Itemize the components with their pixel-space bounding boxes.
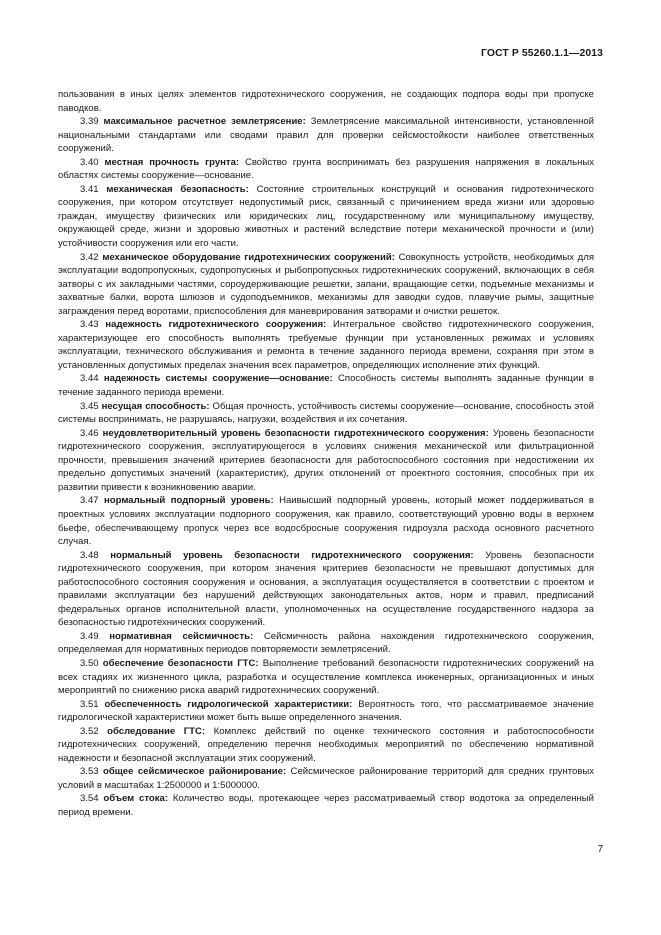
definition-paragraph (58, 792, 594, 819)
definition-text: Количество воды, протекающее через рассматриваемый створ водотока за определенный период времени. (58, 793, 594, 818)
clause-number: 3.53 (80, 766, 99, 778)
term-name: механическое оборудование гидротехнических сооружений: (102, 251, 395, 263)
definition-paragraph (58, 494, 594, 548)
clause-number: 3.51 (80, 698, 99, 710)
clause-number: 3.46 (80, 427, 99, 439)
definition-paragraph (58, 427, 594, 495)
term-name: надежность гидротехнического сооружения: (105, 319, 327, 331)
term-name: объем стока: (103, 793, 169, 805)
term-name: несущая способность: (101, 400, 210, 412)
definition-paragraph (58, 698, 594, 725)
definition-text: Выполнение требований безопасности гидротехнических сооружений на всех стадиях их жизненного цикла, разработка и осуществление комплекса инженерных, организационных и иных мероприятий по снижению риска аварий гидротехнических сооружений. (58, 657, 594, 697)
definition-paragraph (58, 400, 594, 427)
term-name: неудовлетворительный уровень безопасности гидротехнического сооружения: (102, 427, 489, 439)
definition-paragraph (58, 318, 594, 372)
definition-text: Комплекс действий по оценке технического состояния и работоспособности гидротехнических сооружений, определению перечня необходимых мероприятий по обеспечению нормативной надежности и безопасной эксплуатации этих сооружений. (58, 725, 594, 764)
definition-text: Общая прочность, устойчивость системы сооружение—основание, способность этой системы воспринимать, не разрушаясь, нагрузки, воздействия и их сочетания. (58, 400, 595, 426)
clause-number: 3.39 (80, 116, 99, 128)
definition-text: Землетрясение максимальной интенсивности, установленной национальными стандартами или сводами правил для проверки сейсмостойкости наиболее ответственных сооружений. (58, 116, 595, 155)
term-name: общее сейсмическое районирование: (103, 766, 287, 778)
definition-paragraph (58, 115, 594, 156)
term-name: обследование ГТС: (107, 725, 206, 737)
clause-number: 3.49 (80, 630, 99, 642)
term-name: обеспечение безопасности ГТС: (102, 657, 259, 669)
term-name: обеспеченность гидрологической характеристики: (104, 698, 353, 710)
clause-number: 3.45 (80, 400, 99, 412)
definition-paragraph (58, 183, 594, 251)
term-name: нормальный уровень безопасности гидротехнического сооружения: (110, 549, 474, 561)
document-body (58, 88, 594, 820)
definition-text: Сейсмичность района нахождения гидротехнического сооружения, определяемая для нормативных периодов повторяемости землетрясений. (58, 630, 595, 656)
definition-paragraph (58, 657, 594, 698)
term-name: нормальный подпорный уровень: (104, 495, 274, 507)
clause-number: 3.52 (80, 725, 99, 737)
clause-number: 3.54 (80, 793, 99, 805)
definition-paragraph (58, 251, 594, 319)
definition-text: Свойство грунта воспринимать без разрушения напряжения в локальных областях системы сооружение—основание. (58, 156, 594, 182)
definition-text: Интегральное свойство гидротехнического сооружения, характеризующее его способность выполнять требуемые функции при установленных режимах и условиях эксплуатации, технического обслуживания и ремонта в течение заданного периода времени, сохраняя при этом в установленных допустимых пределах значения всех параметров, определяющих исполнение этих функций. (58, 319, 595, 371)
term-name: надежность системы сооружение—основание: (103, 373, 333, 385)
definition-paragraph (58, 725, 594, 766)
definition-paragraph (58, 156, 594, 183)
clause-number: 3.42 (80, 251, 99, 263)
definition-text: Уровень безопасности гидротехнического сооружения, эксплуатирующегося в условиях снижения механической или фильтрационной прочности, превышения значений критериев безопасности для работоспособного состояния при недостижении их предельно допустимых значений (характеристик), других отклонений от проектного состояния, способных при их развитии привести к возникновению аварии. (58, 427, 595, 493)
clause-number: 3.50 (80, 657, 99, 669)
definition-text: Уровень безопасности гидротехнического сооружения, при котором значения критериев безопасности не превышают допустимых для работоспособного состояния сооружения и основания, а эксплуатация осуществляется в соответствии с проектом и правилами эксплуатации без нарушений действующих законодательных актов, норм и правил, предписаний федеральных органов исполнительной власти, уполномоченных на осуществление государственного надзора за безопасностью гидротехнических сооружений. (58, 549, 595, 629)
document-header: ГОСТ Р 55260.1.1—2013 (481, 48, 603, 59)
continuation-paragraph (58, 88, 594, 115)
clause-number: 3.47 (80, 495, 99, 507)
definition-text: Совокупность устройств, необходимых для эксплуатации водопропускных, судопропускных и рыбопропускных гидротехнических сооружений, включающих в себя затворы с их закладными частями, сороудерживающие решетки, запани, вращающие сетки, подъемные механизмы и захватные балки, ворота шлюзов и судоподъемников, механизмы для заводки судов, плавучие рымы, защитные заграждения перед воротами, приспособления для маневрирования затворами и очистки решеток. (58, 251, 594, 317)
definition-paragraph (58, 549, 594, 630)
definition-text: Способность системы выполнять заданные функции в течение заданного периода времени. (58, 373, 595, 399)
clause-number: 3.48 (80, 549, 99, 561)
term-name: максимальное расчетное землетрясение: (103, 116, 306, 128)
definition-paragraph (58, 372, 594, 399)
definition-paragraph (58, 765, 594, 792)
definition-text: Состояние строительных конструкций и основания гидротехнического сооружения, при котором отсутствует недопустимый риск, связанный с причинением вреда жизни или здоровью граждан, имуществу физических или юридических лиц, государственному или муниципальному имуществу, окружающей среде, жизни и здоровью животных и растений вследствие потери механической прочности и (или) устойчивости сооружения или его части. (58, 183, 594, 250)
clause-number: 3.41 (80, 183, 99, 195)
page-number: 7 (597, 844, 603, 855)
definition-text: Вероятность того, что рассматриваемое значение гидрологической характеристики может быть выше определенного значения. (58, 698, 594, 724)
term-name: нормативная сейсмичность: (109, 630, 254, 642)
term-name: механическая безопасность: (106, 183, 249, 195)
clause-number: 3.43 (80, 319, 99, 331)
definition-paragraph (58, 630, 594, 657)
definition-text: Сейсмическое районирование территорий для средних грунтовых условий в масштабах 1:2500000 и 1:5000000. (58, 766, 594, 791)
clause-number: 3.40 (80, 156, 99, 168)
definition-text: Наивысший подпорный уровень, который может поддерживаться в проектных условиях эксплуатации подпорного сооружения, как правило, соответствующий уровню воды в верхнем бьефе, обеспечивающему пропуск через все водосбросные сооружения гидроузла расхода основного расчетного случая. (58, 495, 594, 548)
term-name: местная прочность грунта: (104, 156, 240, 168)
definition-text: пользования в иных целях элементов гидротехнического сооружения, не создающих подпора воды при пропуске паводков. (58, 89, 594, 114)
clause-number: 3.44 (80, 373, 99, 385)
